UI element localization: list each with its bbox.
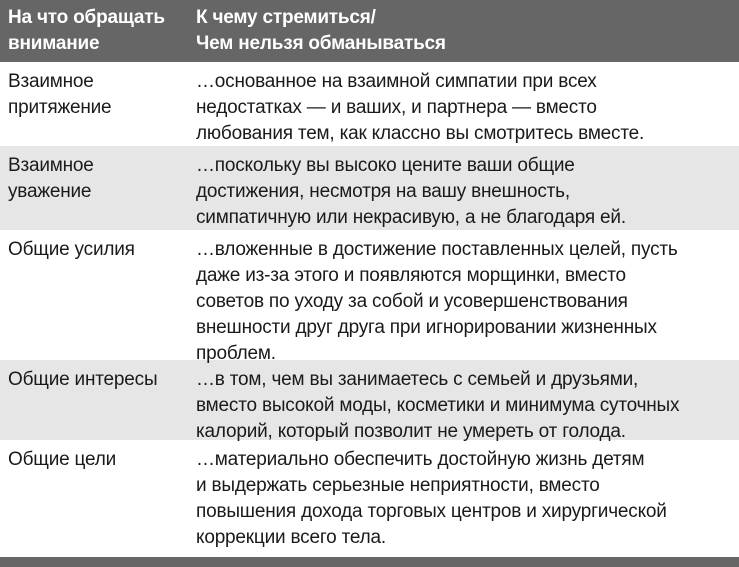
row-aspect: Общие интересы xyxy=(8,369,158,390)
row-text: …поскольку вы высоко цените ваши общие достижения, несмотря на вашу внешность, симпатичную или некрасивую, а не благодаря ей. xyxy=(196,155,626,228)
header-col-aspect: На что обращать внимание xyxy=(8,7,165,54)
table-row xyxy=(0,360,739,440)
row-text: …вложенные в достижение поставленных целей, пусть даже из-за этого и появляются морщинки, вместо советов по уходу за собой и усовершенствования внешности друг друга при игнорировании жизненных проблем. xyxy=(196,239,678,364)
table-bottom-rule xyxy=(0,557,739,567)
row-aspect: Общие цели xyxy=(8,449,117,470)
row-text: …в том, чем вы занимаетесь с семьей и друзьями, вместо высокой моды, косметики и минимума суточных калорий, который позволит не умереть от голода. xyxy=(196,369,680,442)
row-aspect: Взаимное притяжение xyxy=(8,71,112,118)
row-aspect: Общие усилия xyxy=(8,239,135,260)
header-col-goal: К чему стремиться/ Чем нельзя обманываться xyxy=(196,7,446,54)
table-row xyxy=(0,440,739,557)
table-row xyxy=(0,230,739,364)
table-header xyxy=(0,0,739,62)
table-row xyxy=(0,62,739,146)
row-text: …материально обеспечить достойную жизнь детям и выдержать серьезные неприятности, вместо повышения дохода торговых центров и хирургической коррекции всего тела. xyxy=(196,449,667,548)
row-aspect: Взаимное уважение xyxy=(8,155,94,202)
table-row xyxy=(0,146,739,230)
row-text: …основанное на взаимной симпатии при всех недостатках — и ваших, и партнера — вместо любования тем, как классно вы смотритесь вместе. xyxy=(196,71,645,144)
